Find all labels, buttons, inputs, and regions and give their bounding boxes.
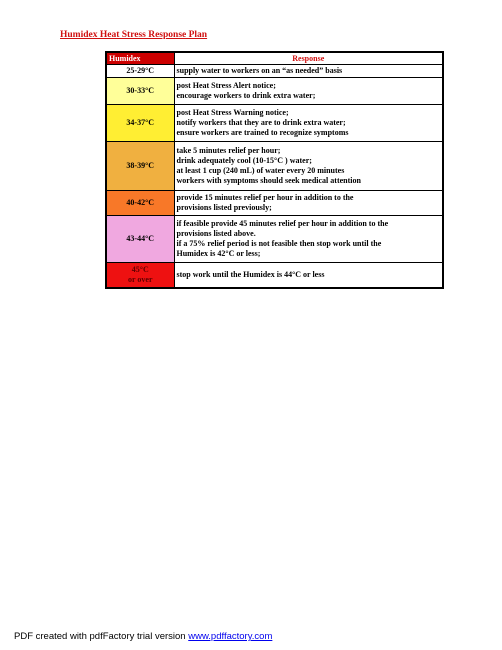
- response-line: if a 75% relief period is not feasible then stop work until the: [176, 239, 382, 248]
- response-column-header: Response: [174, 52, 443, 65]
- footer-text: PDF created with pdfFactory trial version: [14, 631, 189, 642]
- range-line: 45°C: [131, 264, 149, 274]
- table-row: [106, 216, 443, 263]
- humidex-column-header: Humidex: [106, 52, 174, 65]
- table-row: [106, 191, 443, 216]
- response-line: provide 15 minutes relief per hour in addition to the: [176, 193, 354, 202]
- pdf-footer: [14, 631, 272, 642]
- response-cell: [174, 105, 443, 142]
- response-line: supply water to workers on an “as needed” basis: [176, 66, 343, 75]
- humidex-range-cell: 25-29°C: [106, 65, 174, 78]
- humidex-range-cell: 38-39°C: [106, 142, 174, 191]
- response-cell: [174, 65, 443, 78]
- response-line: notify workers that they are to drink extra water;: [176, 118, 346, 127]
- response-line: provisions listed above.: [176, 229, 256, 238]
- response-cell: [174, 263, 443, 288]
- response-cell: [174, 78, 443, 105]
- pdffactory-link[interactable]: www.pdffactory.com: [188, 631, 273, 642]
- humidex-range-cell: 30-33°C: [106, 78, 174, 105]
- response-line: encourage workers to drink extra water;: [176, 91, 316, 100]
- humidex-range-cell: 40-42°C: [106, 191, 174, 216]
- table-row: [106, 263, 443, 288]
- humidex-range-cell: [106, 263, 174, 288]
- response-line: take 5 minutes relief per hour;: [176, 146, 281, 155]
- heat-stress-table: [105, 51, 444, 289]
- response-line: ensure workers are trained to recognize symptoms: [176, 128, 349, 137]
- response-line: Humidex is 42°C or less;: [176, 249, 261, 258]
- response-line: stop work until the Humidex is 44°C or less: [176, 269, 325, 279]
- response-cell: [174, 191, 443, 216]
- response-line: post Heat Stress Alert notice;: [176, 81, 276, 90]
- response-line: at least 1 cup (240 mL) of water every 20 minutes: [176, 166, 345, 175]
- document-title: Humidex Heat Stress Response Plan: [60, 30, 208, 40]
- response-line: drink adequately cool (10-15°C ) water;: [176, 156, 312, 165]
- response-line: post Heat Stress Warning notice;: [176, 108, 289, 117]
- response-line: workers with symptoms should seek medical attention: [176, 176, 361, 185]
- response-cell: [174, 216, 443, 263]
- table-row: [106, 142, 443, 191]
- response-line: provisions listed previously;: [176, 203, 272, 212]
- range-line: or over: [127, 274, 153, 284]
- table-row: [106, 65, 443, 78]
- response-cell: [174, 142, 443, 191]
- table-row: [106, 105, 443, 142]
- humidex-range-cell: 43-44°C: [106, 216, 174, 263]
- response-line: if feasible provide 45 minutes relief per hour in addition to the: [176, 219, 389, 228]
- humidex-range-cell: 34-37°C: [106, 105, 174, 142]
- table-header-row: [106, 52, 443, 65]
- table-row: [106, 78, 443, 105]
